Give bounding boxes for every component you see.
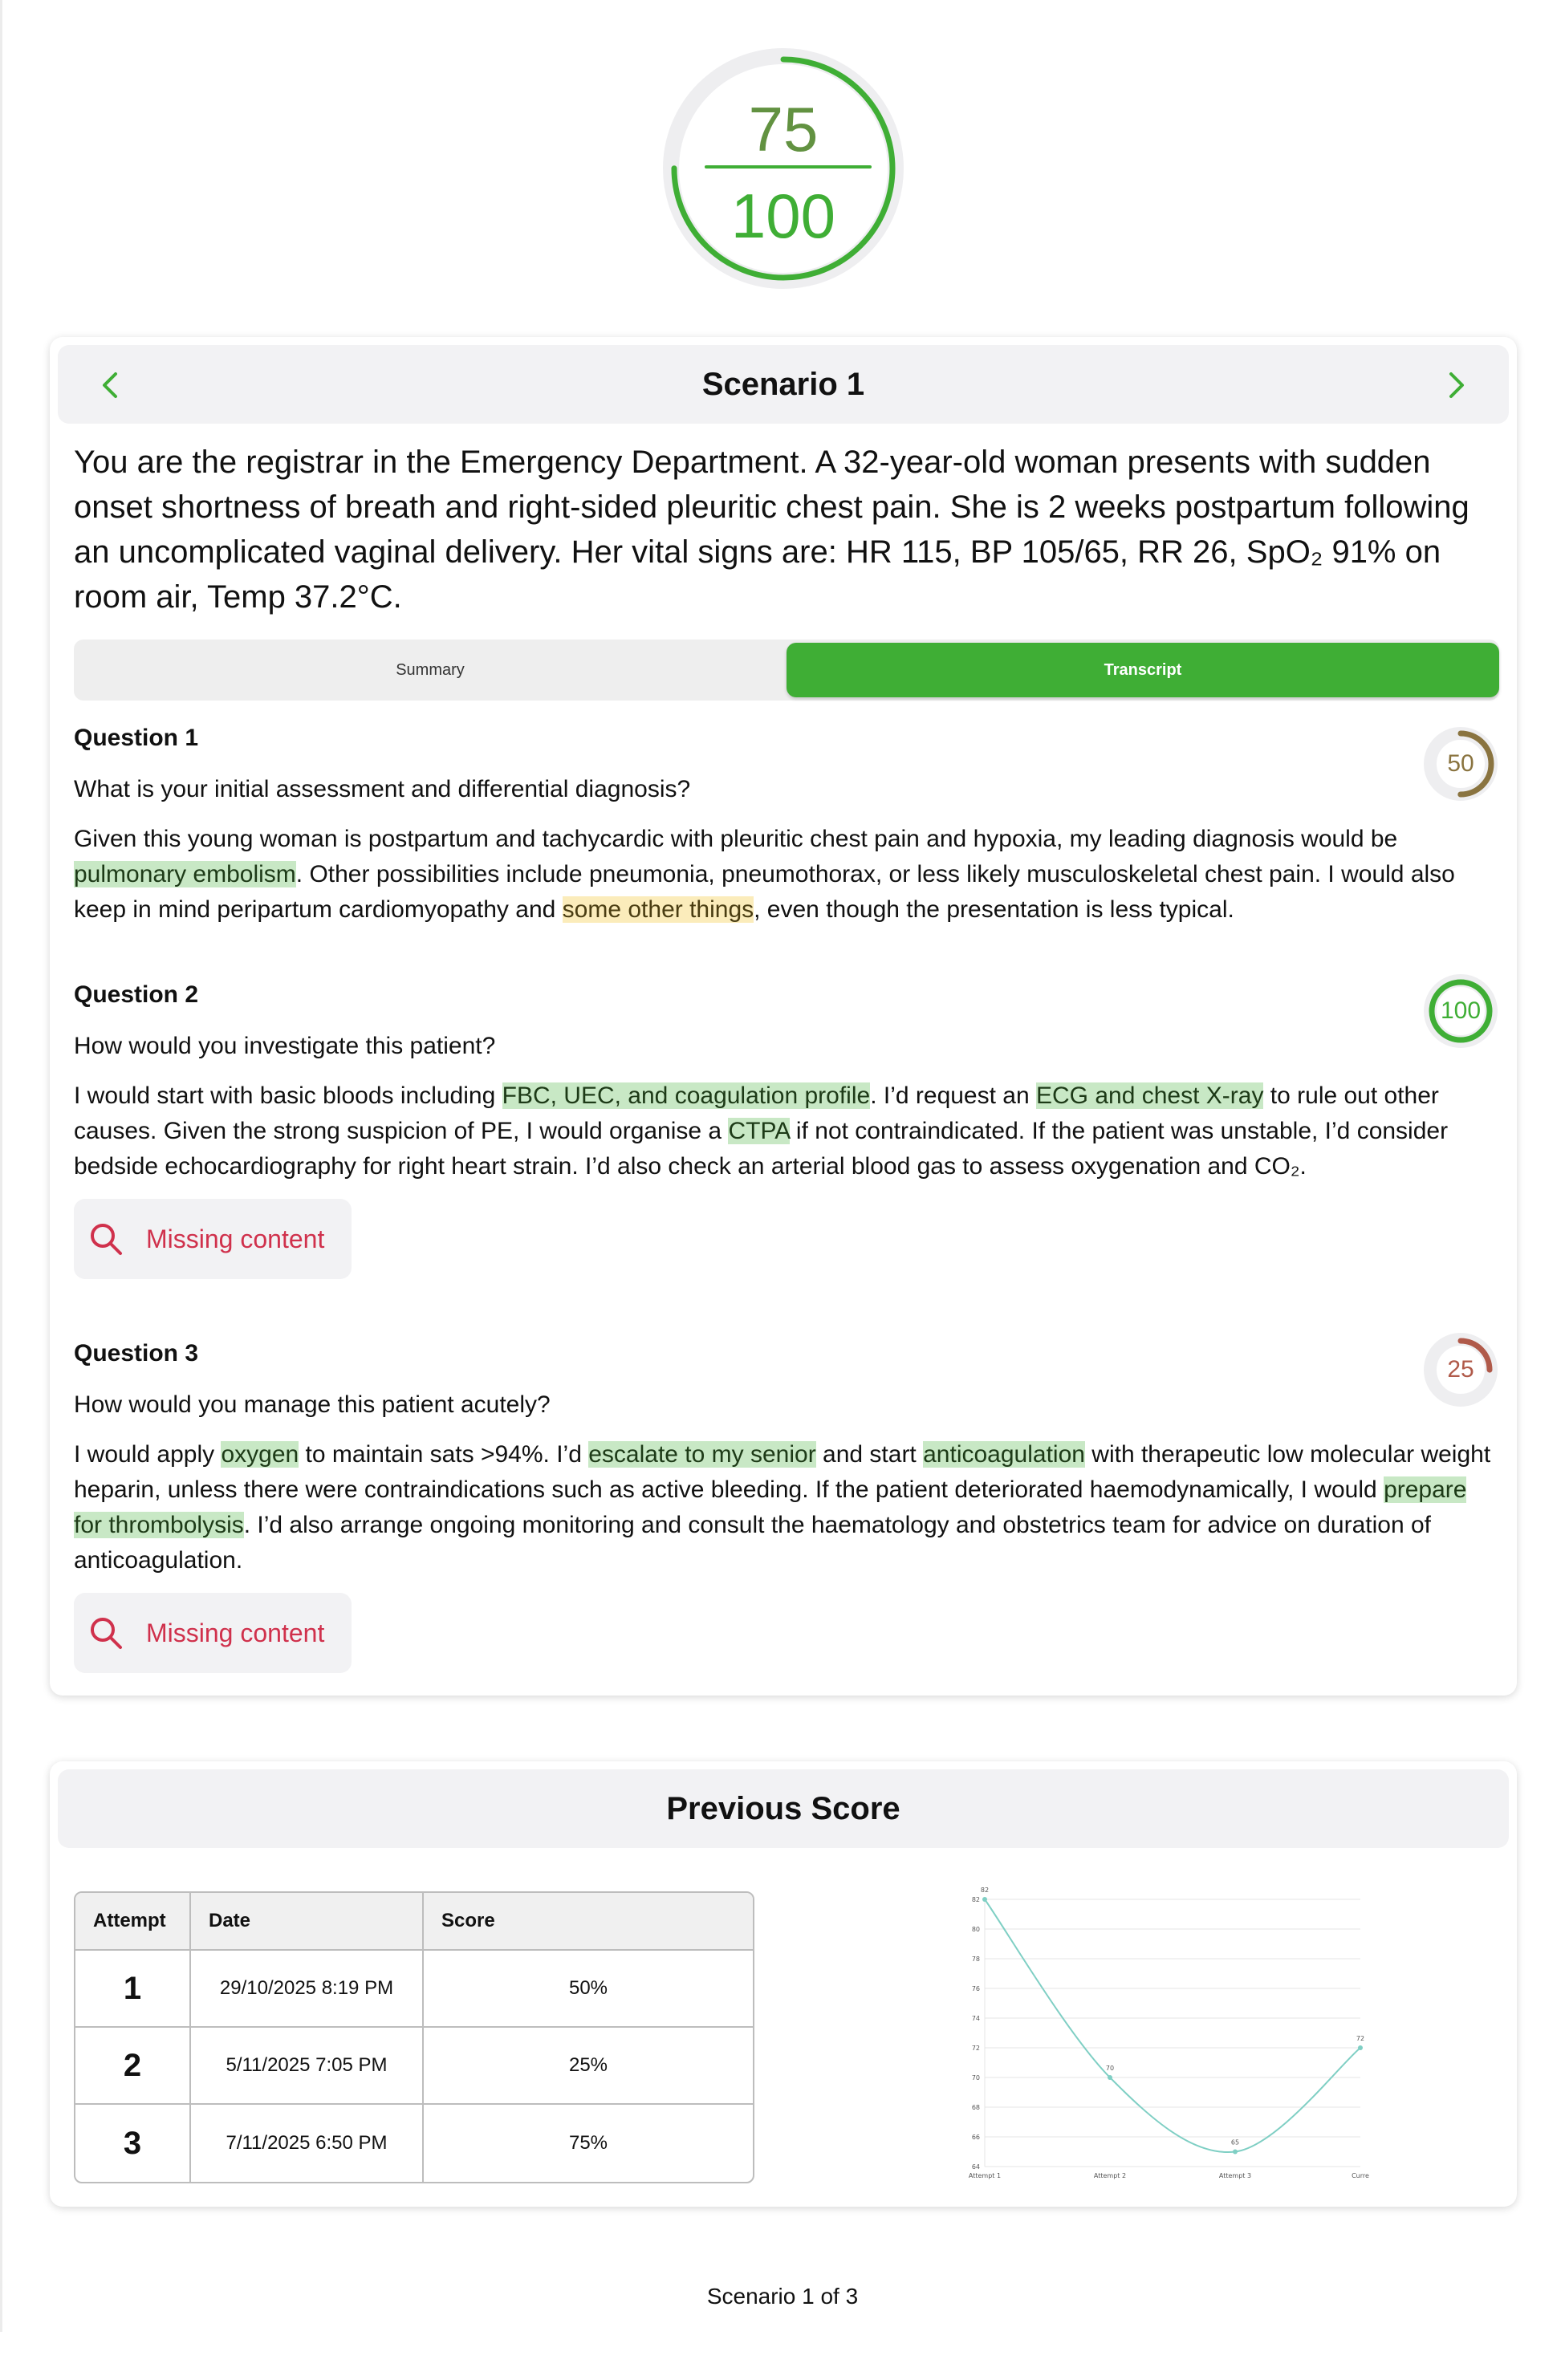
answer-text-segment: . Other possibilities include pneumonia, pneumothorax, or less likely musculoskeletal chest pain. I would also keep in mind peripartum cardiomyopathy and [74, 861, 1455, 923]
overall-score-divider [705, 165, 872, 169]
answer-text-segment: Given this young woman is postpartum and tachycardic with pleuritic chest pain and hypoxia, my leading diagnosis would be [74, 826, 1398, 852]
missing-content-button[interactable] [74, 1593, 352, 1673]
y-tick-label: 66 [971, 2134, 980, 2141]
table-header-row [75, 1893, 753, 1951]
question-score-ring [1424, 727, 1498, 801]
tab-transcript[interactable]: Transcript [787, 643, 1499, 697]
data-label: 82 [980, 1887, 990, 1894]
y-tick-label: 68 [971, 2104, 980, 2111]
missing-content-label: Missing content [146, 1618, 325, 1647]
answer-text-segment: to maintain sats >94%. I’d [299, 1441, 589, 1468]
y-tick-label: 74 [971, 2015, 980, 2022]
score-history-chart [931, 1882, 1413, 2203]
question-score-value: 50 [1447, 750, 1474, 777]
answer-text-segment: . I’d request an [870, 1082, 1036, 1109]
data-point [1233, 2150, 1238, 2155]
question-text: What is your initial assessment and differential diagnosis? [74, 776, 691, 802]
chevron-right-icon [1443, 372, 1469, 399]
answer-text [74, 1078, 1496, 1184]
overall-score-ring [663, 48, 904, 289]
series-line [985, 1899, 1360, 2152]
attempt-score: 75% [568, 2132, 608, 2154]
attempt-number: 1 [75, 1951, 191, 2028]
overall-score-total: 100 [730, 181, 836, 251]
table-row [75, 2105, 753, 2182]
matched-key-point: ECG and chest X-ray [1036, 1082, 1264, 1109]
scenario-header [58, 345, 1509, 424]
question-block [74, 1338, 1499, 1673]
matched-key-point: anticoagulation [923, 1441, 1085, 1468]
answer-text [74, 1437, 1496, 1578]
matched-key-point: pulmonary embolism [74, 861, 296, 887]
next-scenario-button[interactable] [1443, 372, 1469, 399]
overall-score-ring-graphic [663, 48, 904, 289]
attempt-number: 3 [75, 2105, 191, 2182]
scenario-pagination: Scenario 1 of 3 [706, 2284, 859, 2309]
answer-text [74, 822, 1496, 928]
previous-score-title: Previous Score [666, 1790, 900, 1826]
previous-score-card [50, 1761, 1517, 2207]
search-icon [88, 1221, 124, 1257]
x-tick-label: Attempt 1 [968, 2172, 1002, 2179]
view-tabs [74, 640, 1499, 701]
question-text: How would you manage this patient acutely? [74, 1391, 551, 1418]
chevron-left-icon [98, 372, 124, 399]
table-row [75, 1951, 753, 2028]
question-text: How would you investigate this patient? [74, 1033, 496, 1059]
y-tick-label: 76 [971, 1985, 980, 1992]
question-score-ring [1424, 1333, 1498, 1407]
question-score-value: 25 [1447, 1356, 1474, 1383]
answer-text-segment: , even though the presentation is less typical. [754, 896, 1234, 923]
y-tick-label: 82 [971, 1896, 980, 1903]
column-header-date: Date [191, 1893, 424, 1951]
attempt-score: 50% [424, 1951, 753, 2028]
matched-key-point: FBC, UEC, and coagulation profile [502, 1082, 871, 1109]
question-label: Question 3 [74, 1340, 199, 1367]
tab-summary[interactable]: Summary [396, 660, 465, 679]
data-label: 70 [1105, 2065, 1115, 2072]
x-tick-label: Attempt 3 [1218, 2172, 1252, 2179]
attempt-score: 25% [424, 2028, 753, 2105]
data-point [1108, 2075, 1112, 2080]
answer-text-segment: I would apply [74, 1441, 222, 1468]
data-point [1358, 2045, 1363, 2050]
data-point [982, 1897, 987, 1902]
table-row [75, 2028, 753, 2105]
y-tick-label: 78 [971, 1956, 980, 1963]
missing-content-label: Missing content [146, 1224, 325, 1253]
score-history-chart-svg [931, 1882, 1413, 2203]
scenario-card [50, 337, 1517, 1696]
scenario-description: You are the registrar in the Emergency Department. A 32-year-old woman presents with sudden onset shortness of breath and right-sided pleuritic chest pain. She is 2 weeks postpartum following an uncomplicated vaginal delivery. Her vital signs are: HR 115, BP 105/65, RR 26, SpO₂ 91% on room air, Temp 37.2°C. [74, 445, 1469, 615]
scenario-title: Scenario 1 [701, 366, 865, 402]
y-tick-label: 80 [971, 1926, 980, 1933]
column-header-score: Score [424, 1893, 753, 1951]
y-tick-label: 70 [971, 2074, 980, 2081]
missing-content-button[interactable] [74, 1199, 352, 1279]
question-block [74, 722, 1499, 928]
previous-score-table [74, 1891, 754, 2183]
previous-score-header [58, 1769, 1509, 1848]
question-score-value: 100 [1440, 997, 1482, 1024]
matched-key-point: CTPA [728, 1118, 790, 1144]
matched-key-point: oxygen [221, 1441, 299, 1468]
matched-key-point: prepare for thrombolysis [74, 1476, 1467, 1538]
answer-text-segment: . I’d also arrange ongoing monitoring and consult the haematology and obstetrics team for advice on duration of anticoagulation. [74, 1512, 1431, 1574]
answer-text-segment: I would start with basic bloods including [74, 1082, 502, 1109]
previous-scenario-button[interactable] [98, 372, 124, 399]
attempt-number: 2 [75, 2028, 191, 2105]
search-icon [88, 1615, 124, 1651]
question-label: Question 2 [74, 981, 199, 1008]
question-score-ring [1424, 974, 1498, 1048]
page-left-border [0, 0, 2, 2332]
answer-text-segment: to rule out other causes. Given the strong suspicion of PE, I would organise a [74, 1082, 1439, 1144]
attempt-date: 5/11/2025 7:05 PM [191, 2028, 424, 2105]
y-tick-label: 72 [971, 2045, 980, 2052]
overall-score-value: 75 [748, 94, 819, 164]
y-tick-label: 64 [971, 2163, 980, 2171]
data-label: 72 [1356, 2035, 1365, 2042]
matched-key-point: escalate to my senior [588, 1441, 816, 1468]
attempt-date: 29/10/2025 8:19 PM [191, 1951, 424, 2028]
x-tick-label: Curre [1352, 2172, 1369, 2179]
partial-key-point: some other things [562, 896, 754, 923]
data-label: 65 [1230, 2138, 1240, 2146]
question-label: Question 1 [74, 725, 199, 751]
answer-text-segment: if not contraindicated. If the patient was unstable, I’d consider bedside echocardiography for right heart strain. I’d also check an arterial blood gas to assess oxygenation and CO₂. [74, 1118, 1449, 1180]
answer-text-segment: and start [815, 1441, 924, 1468]
x-tick-label: Attempt 2 [1093, 2172, 1127, 2179]
answer-text-segment: with therapeutic low molecular weight heparin, unless there were contraindications such as active bleeding. If the patient deteriorated haemodynamically, I would [74, 1441, 1491, 1503]
attempt-date: 7/11/2025 6:50 PM [191, 2105, 424, 2182]
question-block [74, 979, 1499, 1279]
column-header-attempt: Attempt [75, 1893, 191, 1951]
